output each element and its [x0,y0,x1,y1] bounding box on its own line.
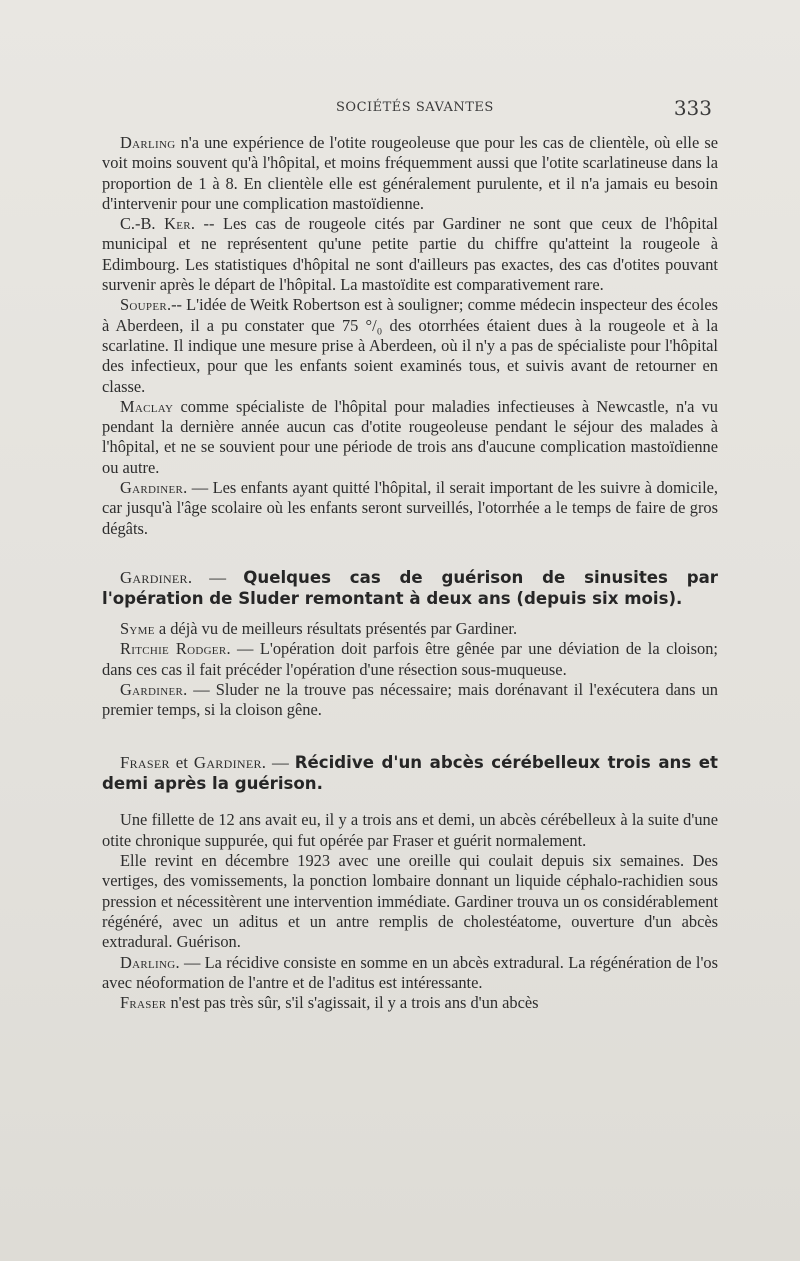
speaker-name: Ker [164,214,191,234]
speaker-name: Darling [120,952,176,972]
section-title [102,752,718,794]
paragraph-text: . — Les enfants ayant quitté l'hôpital, il serait important de les suivre à domicile, car jusqu'à l'âge scolaire où les enfants seront surveillés, l'otorrhée a le temps de faire de gros dégâts. [102,478,718,538]
page-body [102,133,718,1013]
paragraph [102,295,718,396]
speaker-name: Maclay [120,396,174,416]
paragraph [102,993,718,1013]
title-separator: . — [187,567,244,587]
title-speaker: Gardiner [193,753,262,773]
paragraph-text: comme spécialiste de l'hôpital pour maladies infectieuses à Newcastle, n'a vu pendant la dernière année aucun cas d'otite rougeoleuse pendant le séjour des malades à l'hôpital, et ne se souvient pour une période de trois ans d'aucune complication mastoïdienne ou autre. [102,396,718,477]
title-conjunction: et [169,753,194,773]
running-title: SOCIÉTÉS SAVANTES [336,100,494,115]
section-gap [102,720,718,752]
speaker-name: Darling [120,133,176,152]
speaker-name: Fraser [120,993,167,1013]
paragraph-text: n'est pas très sûr, s'il s'agissait, il y a trois ans d'un abcès [166,993,539,1013]
paragraph [102,478,718,539]
speaker-name: Gardiner [120,478,184,498]
paragraph [102,619,718,639]
paragraph-text: . — La récidive consiste en somme en un abcès extradural. La régénération de l'os avec néoformation de l'antre et de l'aditus est intéressante. [102,952,718,992]
paragraph [102,639,718,680]
paragraph [102,214,718,295]
paragraph [102,953,718,994]
paragraph-text: a déjà vu de meilleurs résultats présentés par Gardiner. [154,618,518,638]
speaker-name: Souper [120,295,167,315]
paragraph-text: n'a une expérience de l'otite rougeoleuse que pour les cas de clientèle, où elle se voit moins souvent qu'à l'hôpital, et moins fréquemment aussi que l'otite scarlatineuse dans la proportion de 1 à 8. En clientèle elle est généralement purulente, et il n'a jamais eu besoin d'intervenir pour une complication mastoïdienne. [102,133,718,213]
paragraph-text: . — L'opération doit parfois être gênée par une déviation de la cloison; dans ces cas il fait précéder l'opération d'une résection sous-muqueuse. [102,639,718,679]
title-text: Quelques cas de guérison de sinusites par l'opération de Sluder remontant à deux ans (depuis six mois). [102,567,718,608]
title-separator: . — [261,753,295,773]
speaker-name: Syme [120,618,155,638]
speaker-name: Gardiner [120,679,184,699]
paragraph [102,397,718,478]
paragraph [102,851,718,952]
title-text: Récidive d'un abcès cérébelleux trois ans et demi après la guérison. [102,753,718,794]
section-gap [102,609,718,619]
title-speaker: Fraser [120,753,170,773]
paragraph [102,133,718,214]
title-speaker: Gardiner [120,567,188,587]
paragraph-text: . — Sluder ne la trouve pas nécessaire; mais dorénavant il l'exécutera dans un premier temps, si la cloison gêne. [102,679,718,720]
page-header [100,96,718,126]
section-gap [102,539,718,567]
paragraph-text: Elle revint en décembre 1923 avec une oreille qui coulait depuis six semaines. Des vertiges, des vomissements, la ponction lombaire donnant un liquide céphalo-rachidien sous pression et nécessitèrent une intervention immédiate. Gardiner trouva un os considérablement régénéré, avec un aditus et un antre remplis de cholestéatome, ouverture d'un abcès extradural. Guérison. [102,851,718,952]
speaker-prefix: C.-B. [120,214,165,234]
paragraph [102,680,718,721]
paragraph-text: . -- Les cas de rougeole cités par Gardiner ne sont que ceux de l'hôpital municipal et ne représentent qu'une petite partie du chiffre qu'atteint la rougeole à Edimbourg. Les statistiques d'hôpital ne sont d'ailleurs pas exactes, des cas d'otites pouvant survenir après le départ de l'hôpital. La mastoïdite est comparativement rare. [102,214,718,295]
section-title [102,567,718,609]
paragraph [102,810,718,851]
paragraph-text: Une fillette de 12 ans avait eu, il y a trois ans et demi, un abcès cérébelleux à la suite d'une otite chronique suppurée, qui fut opérée par Fraser et guérit normalement. [102,810,718,850]
section-gap [102,794,718,810]
page-number: 333 [673,96,712,120]
speaker-name: Ritchie Rodger [120,639,227,659]
paragraph-text: .-- L'idée de Weitk Robertson est à souligner; comme médecin inspecteur des écoles à Aberdeen, il a pu constater que 75 °/₀ des otorrhées étaient dues à la rougeole et à la scarlatine. Il indique une mesure prise à Aberdeen, où il n'y a pas de spécialiste pour l'hôpital des infectieux, pour que les enfants soient examinés tous, et suivis avant de retourner en classe. [102,295,718,396]
